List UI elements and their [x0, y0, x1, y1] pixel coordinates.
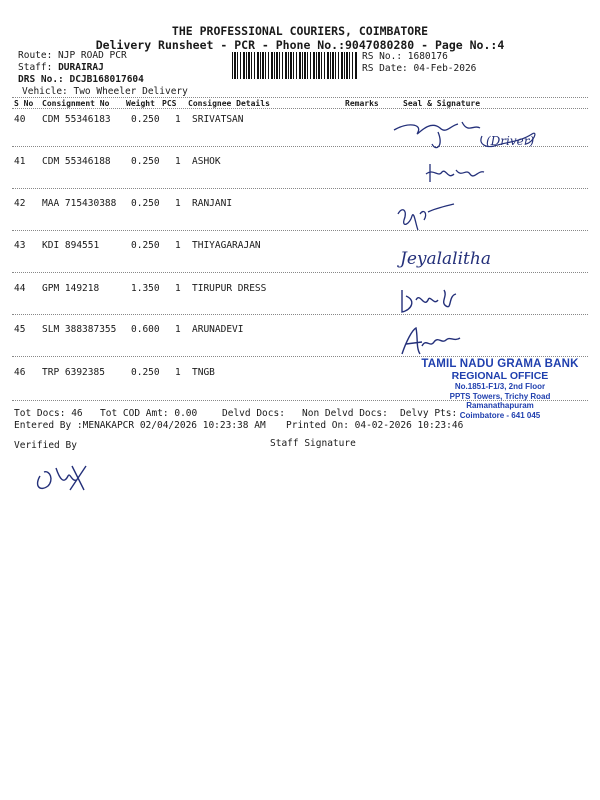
row-consignee: TNGB	[192, 367, 215, 378]
staff-label: Staff:	[18, 62, 53, 73]
stamp-bank-name: TAMIL NADU GRAMA BANK	[421, 358, 579, 370]
row-consignee: RANJANI	[192, 198, 233, 209]
col-consignment: Consignment No	[42, 99, 110, 108]
row-pcs: 1	[175, 240, 181, 251]
staff-name: DURAIRAJ	[58, 62, 104, 73]
row-consignee: ASHOK	[192, 156, 221, 167]
row-consignment: KDI 894551	[42, 240, 100, 251]
rs-date: RS Date: 04-Feb-2026	[362, 63, 477, 74]
row-sno: 46	[14, 367, 26, 378]
row-sno: 42	[14, 198, 26, 209]
row-consignment: MAA 715430388	[42, 198, 117, 209]
staff-signature-label: Staff Signature	[270, 438, 356, 449]
row-divider	[12, 356, 588, 357]
stamp-address-1: No.1851-F1/3, 2nd Floor	[454, 382, 546, 391]
row-pcs: 1	[175, 198, 181, 209]
row-pcs: 1	[175, 156, 181, 167]
row-weight: 0.250	[131, 114, 160, 125]
row-consignment: CDM 55346188	[42, 156, 111, 167]
row-weight: 0.250	[131, 156, 160, 167]
row-pcs: 1	[175, 324, 181, 335]
row-consignment: CDM 55346183	[42, 114, 111, 125]
row-consignee: THIYAGARAJAN	[192, 240, 261, 251]
stamp-address-2: PPTS Towers, Trichy Road	[449, 391, 551, 401]
row-consignment: TRP 6392385	[42, 367, 105, 378]
col-weight: Weight	[126, 99, 155, 108]
row-weight: 0.250	[131, 198, 160, 209]
row-sno: 41	[14, 156, 26, 167]
row-sno: 44	[14, 283, 26, 294]
signature-row-43	[394, 240, 514, 274]
table-header-rule	[12, 108, 588, 109]
stamp-address-4: Coimbatore - 641 045	[459, 410, 541, 420]
row-weight: 0.600	[131, 324, 160, 335]
row-sno: 43	[14, 240, 26, 251]
row-weight: 0.250	[131, 240, 160, 251]
col-pcs: PCS	[162, 99, 177, 108]
printed-on: Printed On: 04-02-2026 10:23:46	[286, 420, 464, 431]
col-remarks: Remarks	[345, 99, 379, 108]
row-weight: 0.250	[131, 367, 160, 378]
row-divider	[12, 230, 588, 231]
row-weight: 1.350	[131, 283, 160, 294]
row-divider	[12, 188, 588, 189]
drs-number: DCJB168017604	[69, 74, 144, 85]
signature-row-42	[392, 200, 462, 236]
row-consignee: SRIVATSAN	[192, 114, 244, 125]
entered-by: Entered By :MENAKAPCR 02/04/2026 10:23:38 AM	[14, 420, 266, 431]
row-sno: 40	[14, 114, 26, 125]
route-label: Route: NJP ROAD PCR	[18, 50, 127, 61]
row-pcs: 1	[175, 114, 181, 125]
col-consignee: Consignee Details	[188, 99, 270, 108]
delivery-points: Delvy Pts:	[400, 408, 458, 419]
drs-line	[18, 74, 144, 85]
company-title: THE PROFESSIONAL COURIERS, COIMBATORE	[171, 24, 429, 38]
row-divider	[12, 314, 588, 315]
row-consignee: TIRUPUR DRESS	[192, 283, 267, 294]
col-sno: S No	[14, 99, 34, 108]
row-pcs: 1	[175, 283, 181, 294]
signature-text-jeyalalitha: Jeyalalitha	[400, 249, 491, 269]
row-sno: 45	[14, 324, 26, 335]
non-delivered-docs: Non Delvd Docs:	[302, 408, 388, 419]
row-pcs: 1	[175, 367, 181, 378]
stamp-address-3: Ramanathapuram	[466, 401, 534, 410]
staff-line	[18, 62, 104, 73]
col-seal-signature: Seal & Signature	[403, 99, 481, 108]
total-docs: Tot Docs: 46	[14, 408, 83, 419]
rs-number: RS No.: 1680176	[362, 51, 448, 62]
signature-row-45	[396, 322, 476, 362]
verifier-signature	[30, 456, 100, 496]
table-top-rule	[12, 97, 588, 98]
drs-label: DRS No.:	[18, 74, 64, 85]
signature-row-41	[422, 158, 492, 188]
vehicle-label: Vehicle: Two Wheeler Delivery	[22, 86, 188, 97]
row-consignment: GPM 149218	[42, 283, 100, 294]
row-consignment: SLM 388387355	[42, 324, 117, 335]
row-consignee: ARUNADEVI	[192, 324, 244, 335]
verified-by-label: Verified By	[14, 440, 77, 451]
signature-row-44	[394, 282, 474, 318]
barcode	[232, 52, 358, 79]
signature-row-40	[388, 112, 548, 156]
driver-note: (Driver)	[486, 134, 535, 148]
total-cod-amount: Tot COD Amt: 0.00	[100, 408, 198, 419]
runsheet-subtitle: Delivery Runsheet - PCR - Phone No.:9047080280 - Page No.:4	[95, 38, 505, 52]
stamp-regional-office: REGIONAL OFFICE	[451, 370, 549, 382]
delivered-docs: Delvd Docs:	[222, 408, 285, 419]
